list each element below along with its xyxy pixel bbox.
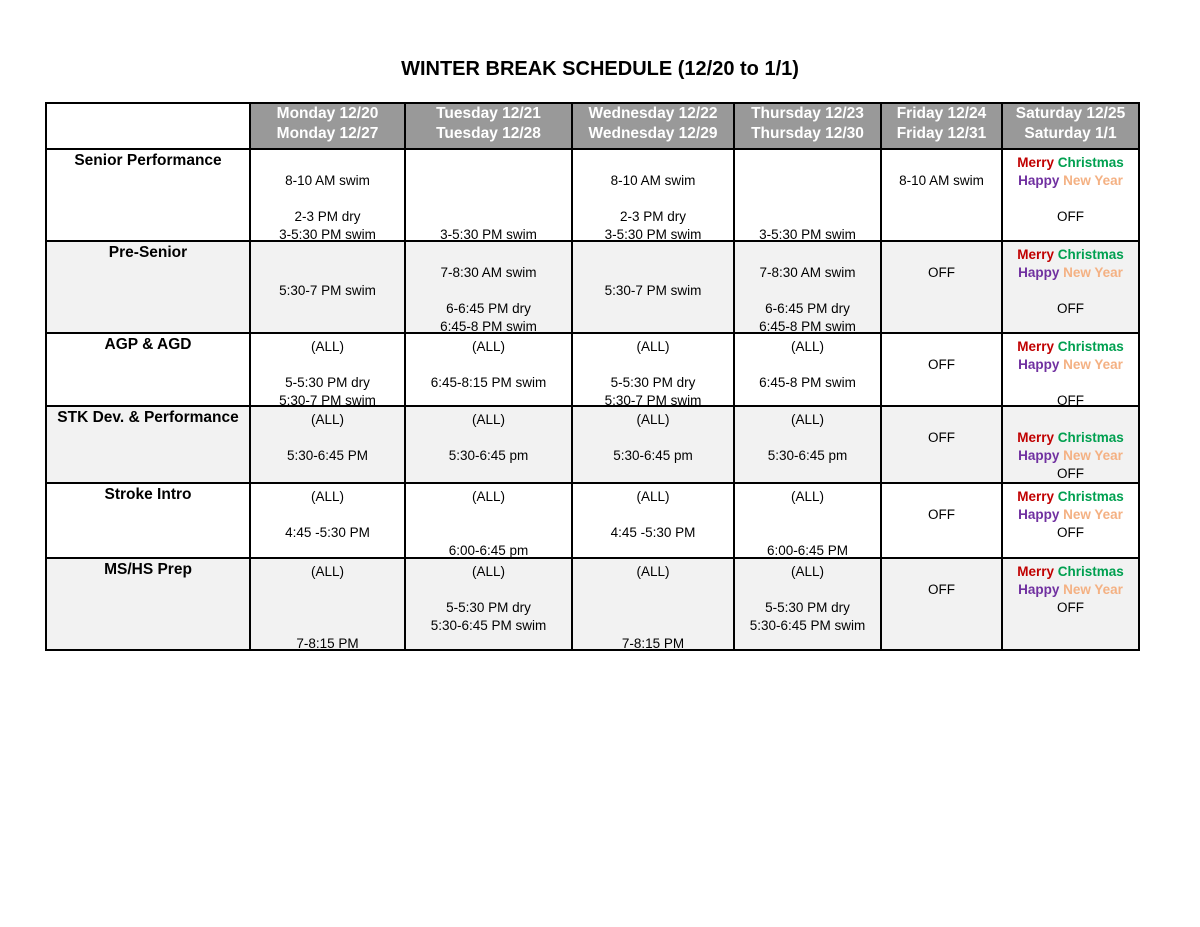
session-text: 5:30-6:45 PM swim [749,618,866,633]
session-text: 6:00-6:45 PM [766,543,849,558]
session-text: 5:30-6:45 pm [448,448,529,463]
session-text: OFF [928,430,955,445]
session-text: 7-8:30 AM swim [759,265,856,280]
schedule-cell [881,558,1002,650]
session-text: (ALL) [471,489,505,504]
day-header-wed: Wednesday 12/22 Wednesday 12/29 [572,103,734,149]
schedule-table [45,102,1140,651]
christmas-word: Christmas [1057,564,1124,579]
session-text: 5:30-6:45 PM [286,448,369,463]
happy-new-year-text [1003,581,1138,599]
christmas-word: Christmas [1057,155,1124,170]
schedule-cell [405,149,572,241]
schedule-row [46,333,1139,406]
happy-word: Happy [1018,448,1060,463]
session-text: 5:30-7 PM swim [279,393,376,408]
session-text: 5:30-6:45 pm [767,448,848,463]
session-text: 8-10 AM swim [285,173,370,188]
corner-cell [46,103,250,149]
schedule-row [46,241,1139,333]
session-text: 5-5:30 PM dry [610,375,696,390]
session-text: 6-6:45 PM dry [446,301,531,316]
schedule-cell [881,483,1002,558]
happy-word: Happy [1018,507,1060,522]
session-text: OFF [1057,301,1084,316]
schedule-cell [572,558,734,650]
group-name: Stroke Intro [104,486,192,503]
session-text: (ALL) [636,564,670,579]
new-year-word: New Year [1063,173,1123,188]
happy-word: Happy [1018,265,1060,280]
session-text: 5:30-7 PM swim [279,283,376,298]
session-text: OFF [928,507,955,522]
schedule-cell [250,149,405,241]
christmas-word: Christmas [1057,430,1124,445]
schedule-cell [250,483,405,558]
session-text: 5:30-6:45 PM swim [430,618,547,633]
schedule-cell [405,406,572,483]
group-cell [46,558,250,650]
schedule-cell [405,333,572,406]
session-text: (ALL) [790,489,824,504]
session-text: (ALL) [310,339,344,354]
merry-christmas-text [1003,563,1138,581]
session-text: (ALL) [310,412,344,427]
session-text: 2-3 PM dry [294,209,361,224]
happy-new-year-text [1003,172,1138,190]
session-text: (ALL) [636,489,670,504]
schedule-cell [1002,333,1139,406]
session-text: OFF [928,265,955,280]
merry-word: Merry [1017,247,1054,262]
group-cell [46,406,250,483]
schedule-cell [734,333,881,406]
schedule-cell [572,483,734,558]
schedule-cell [572,149,734,241]
schedule-cell [250,333,405,406]
new-year-word: New Year [1063,448,1123,463]
session-text: 5-5:30 PM dry [285,375,370,390]
session-text: 6-6:45 PM dry [765,301,850,316]
merry-christmas-text [1003,154,1138,172]
schedule-cell [405,241,572,333]
merry-christmas-text [1003,429,1138,447]
session-text: 3-5:30 PM swim [440,227,537,242]
session-text: (ALL) [310,489,344,504]
schedule-cell [572,406,734,483]
session-text: (ALL) [636,412,670,427]
session-text: 6:45-8:15 PM swim [430,375,547,390]
day-header-fri: Friday 12/24 Friday 12/31 [881,103,1002,149]
session-text: 5-5:30 PM dry [446,600,531,615]
christmas-word: Christmas [1057,489,1124,504]
schedule-cell [881,333,1002,406]
session-text: OFF [1057,600,1084,615]
session-text: (ALL) [471,339,505,354]
session-text: (ALL) [636,339,670,354]
schedule-cell [881,149,1002,241]
new-year-word: New Year [1063,507,1123,522]
schedule-cell [734,406,881,483]
schedule-cell [572,241,734,333]
schedule-cell [250,558,405,650]
schedule-cell [881,406,1002,483]
session-text: 7-8:30 AM swim [440,265,537,280]
session-text: 3-5:30 PM swim [604,227,702,242]
session-text: 8-10 AM swim [899,173,984,188]
schedule-row [46,483,1139,558]
session-text: 5-5:30 PM dry [765,600,850,615]
new-year-word: New Year [1063,265,1123,280]
session-text: OFF [1057,393,1084,408]
schedule-cell [1002,406,1139,483]
group-cell [46,483,250,558]
group-name: STK Dev. & Performance [57,409,239,426]
page-title: WINTER BREAK SCHEDULE (12/20 to 1/1) [401,58,799,80]
group-name: AGP & AGD [104,336,192,353]
day-header-mon: Monday 12/20 Monday 12/27 [250,103,405,149]
session-text: 6:45-8 PM swim [759,375,856,390]
session-text: 6:00-6:45 pm [448,543,529,558]
day-header-sat: Saturday 12/25 Saturday 1/1 [1002,103,1139,149]
session-text: OFF [1057,209,1084,224]
merry-word: Merry [1017,430,1054,445]
session-text: 2-3 PM dry [619,209,687,224]
merry-word: Merry [1017,155,1054,170]
session-text: OFF [928,582,955,597]
schedule-body [46,149,1139,650]
schedule-row [46,558,1139,650]
session-text: OFF [1057,466,1084,481]
session-text: 5:30-6:45 pm [613,448,693,463]
merry-christmas-text [1003,246,1138,264]
merry-christmas-text [1003,488,1138,506]
schedule-row [46,149,1139,241]
schedule-cell [734,149,881,241]
schedule-cell [572,333,734,406]
session-text: 6:45-8 PM swim [759,319,856,334]
session-text: (ALL) [790,564,824,579]
schedule-cell [1002,149,1139,241]
merry-word: Merry [1017,339,1054,354]
happy-word: Happy [1018,173,1060,188]
happy-new-year-text [1003,506,1138,524]
session-text: OFF [928,357,955,372]
schedule-cell [250,241,405,333]
schedule-cell [1002,241,1139,333]
christmas-word: Christmas [1057,247,1124,262]
schedule-cell [250,406,405,483]
group-name: MS/HS Prep [104,561,192,578]
session-text: 7-8:15 PM [296,636,359,651]
session-text: 4:45 -5:30 PM [285,525,370,540]
new-year-word: New Year [1063,582,1123,597]
session-text: 5:30-7 PM swim [604,283,702,298]
schedule-cell [1002,483,1139,558]
schedule-cell [734,558,881,650]
session-text: (ALL) [790,339,824,354]
group-cell [46,241,250,333]
schedule-cell [734,483,881,558]
day-header-thu: Thursday 12/23 Thursday 12/30 [734,103,881,149]
schedule-row [46,406,1139,483]
session-text: 5:30-7 PM swim [604,393,702,408]
session-text: 3-5:30 PM swim [759,227,856,242]
session-text: 7-8:15 PM [621,636,685,651]
group-cell [46,333,250,406]
schedule-cell [881,241,1002,333]
session-text: (ALL) [471,412,505,427]
session-text: 4:45 -5:30 PM [610,525,696,540]
happy-new-year-text [1003,264,1138,282]
session-text: 6:45-8 PM swim [440,319,537,334]
schedule-cell [405,558,572,650]
session-text: 8-10 AM swim [610,173,696,188]
merry-christmas-text [1003,338,1138,356]
group-name: Senior Performance [74,152,222,169]
happy-new-year-text [1003,356,1138,374]
schedule-cell [1002,558,1139,650]
merry-word: Merry [1017,489,1054,504]
schedule-cell [734,241,881,333]
group-name: Pre-Senior [108,244,188,261]
header-row [46,103,1139,149]
christmas-word: Christmas [1057,339,1124,354]
happy-new-year-text [1003,447,1138,465]
session-text: (ALL) [471,564,505,579]
session-text: (ALL) [310,564,344,579]
session-text: OFF [1057,525,1084,540]
session-text: 3-5:30 PM swim [279,227,376,242]
schedule-cell [405,483,572,558]
happy-word: Happy [1018,357,1060,372]
session-text: (ALL) [790,412,824,427]
new-year-word: New Year [1063,357,1123,372]
merry-word: Merry [1017,564,1054,579]
happy-word: Happy [1018,582,1060,597]
group-cell [46,149,250,241]
day-header-tue: Tuesday 12/21 Tuesday 12/28 [405,103,572,149]
